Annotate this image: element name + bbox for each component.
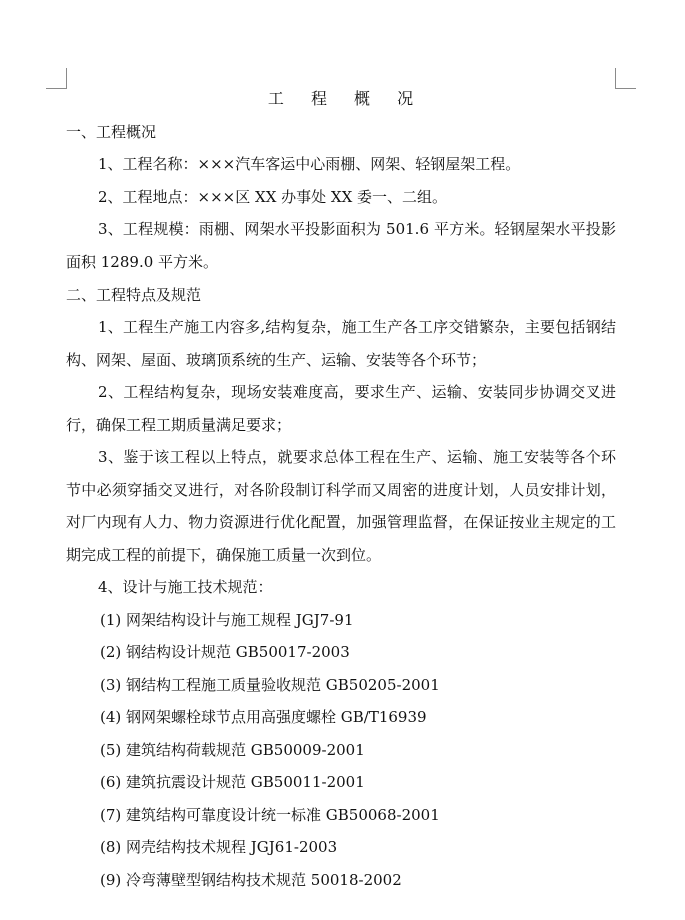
overview-project-scale: 3、工程规模：雨棚、网架水平投影面积为 501.6 平方米。轻钢屋架水平投影面积 1289.0 平方米。	[66, 220, 616, 271]
page-title: 工 程 概 况	[267, 89, 425, 108]
spec-item-9: (9) 冷弯薄壁型钢结构技术规范 50018-2002	[100, 870, 402, 889]
spec-item-4: (4) 钢网架螺栓球节点用高强度螺栓 GB/T16939	[100, 708, 427, 726]
feature-item-1: 1、工程生产施工内容多,结构复杂，施工生产各工序交错繁杂，主要包括钢结构、网架、屋面、玻璃顶系统的生产、运输、安装等各个环节；	[66, 318, 616, 369]
spec-item-5: (5) 建筑结构荷载规范 GB50009-2001	[100, 740, 365, 759]
spec-list	[66, 604, 616, 897]
crop-mark-top-left	[46, 68, 67, 89]
crop-mark-top-right	[615, 68, 636, 89]
spec-item-1: (1) 网架结构设计与施工规程 JGJ7-91	[100, 610, 354, 629]
spec-item-2: (2) 钢结构设计规范 GB50017-2003	[100, 643, 350, 661]
overview-project-name: 1、工程名称：×××汽车客运中心雨棚、网架、轻钢屋架工程。	[98, 155, 521, 173]
spec-item-8: (8) 网壳结构技术规程 JGJ61-2003	[100, 838, 338, 856]
feature-item-4: 4、设计与施工技术规范：	[98, 578, 273, 596]
overview-project-location: 2、工程地点：×××区 XX 办事处 XX 委一、二组。	[98, 187, 448, 206]
feature-item-3: 3、鉴于该工程以上特点，就要求总体工程在生产、运输、施工安装等各个环节中必须穿插交叉进行，对各阶段制订科学而又周密的进度计划，人员安排计划，对厂内现有人力、物力资源进行优化配置，加强管理监督，在保证按业主规定的工期完成工程的前提下，确保施工质量一次到位。	[66, 448, 616, 564]
spec-item-7: (7) 建筑结构可靠度设计统一标准 GB50068-2001	[100, 805, 440, 824]
feature-item-2: 2、工程结构复杂，现场安装难度高，要求生产、运输、安装同步协调交叉进行，确保工程工期质量满足要求；	[66, 383, 616, 434]
document-body	[66, 86, 616, 896]
section-heading-features: 二、工程特点及规范	[66, 286, 202, 304]
spec-item-3: (3) 钢结构工程施工质量验收规范 GB50205-2001	[100, 675, 440, 694]
section-heading-overview: 一、工程概况	[66, 123, 157, 141]
spec-item-6: (6) 建筑抗震设计规范 GB50011-2001	[100, 773, 365, 791]
